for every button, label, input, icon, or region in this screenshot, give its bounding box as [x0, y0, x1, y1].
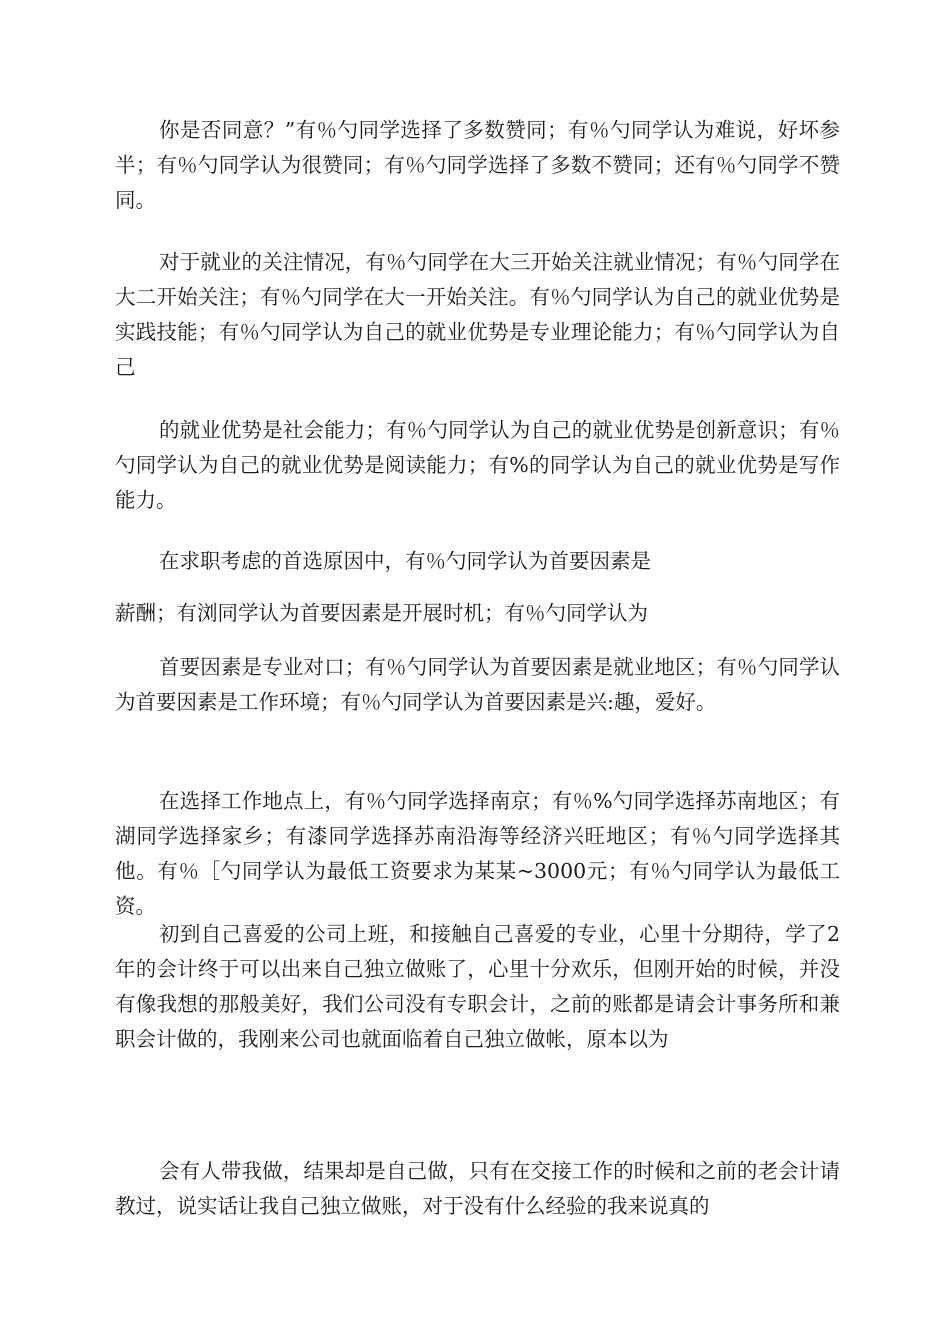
paragraph-employment-focus: 对于就业的关注情况，有％勺同学在大三开始关注就业情况；有％勺同学在大二开始关注；有％勺同学在大一开始关注。有％勺同学认为自己的就业优势是实践技能；有％勺同学认为自己的就业优势是专业理论能力；有％勺同学认为自己 [115, 250, 840, 379]
paragraph-agreement: 你是否同意？”有％勺同学选择了多数赞同；有％勺同学认为难说，好坏参半；有％勺同学认为很赞同；有％勺同学选择了多数不赞同；还有％勺同学不赞同。 [115, 118, 840, 212]
paragraph-first-job: 初到自己喜爱的公司上班，和接触自己喜爱的专业，心里十分期待，学了2年的会计终于可以出来自己独立做账了，心里十分欢乐，但刚开始的时候，并没有像我想的那般美好，我们公司没有专职会计，之前的账都是请会计事务所和兼职会计做的，我刚来公司也就面临着自己独立做帐，原本以为 [115, 922, 840, 1051]
paragraph-employment-advantage: 的就业优势是社会能力；有％勺同学认为自己的就业优势是创新意识；有％勺同学认为自己的就业优势是阅读能力；有%的同学认为自己的就业优势是写作能力。 [115, 418, 840, 512]
paragraph-job-factor-others: 首要因素是专业对口；有％勺同学认为首要因素是就业地区；有％勺同学认为首要因素是工作环境；有％勺同学认为首要因素是兴:趣，爱好。 [115, 655, 840, 714]
paragraph-job-factor-salary: 薪酬；有浏同学认为首要因素是开展时机；有％勺同学认为 [115, 601, 648, 625]
paragraph-work-location: 在选择工作地点上，有％勺同学选择南京；有％%勺同学选择苏南地区；有湖同学选择家乡；有漆同学选择苏南沿海等经济兴旺地区；有％勺同学选择其他。有％［勺同学认为最低工资要求为某某~3000元；有％勺同学认为最低工资。 [115, 789, 840, 918]
paragraph-independent-work: 会有人带我做，结果却是自己做，只有在交接工作的时候和之前的老会计请教过，说实话让我自己独立做账，对于没有什么经验的我来说真的 [115, 1159, 840, 1218]
paragraph-job-factor-intro: 在求职考虑的首选原因中，有％勺同学认为首要因素是 [159, 549, 651, 573]
